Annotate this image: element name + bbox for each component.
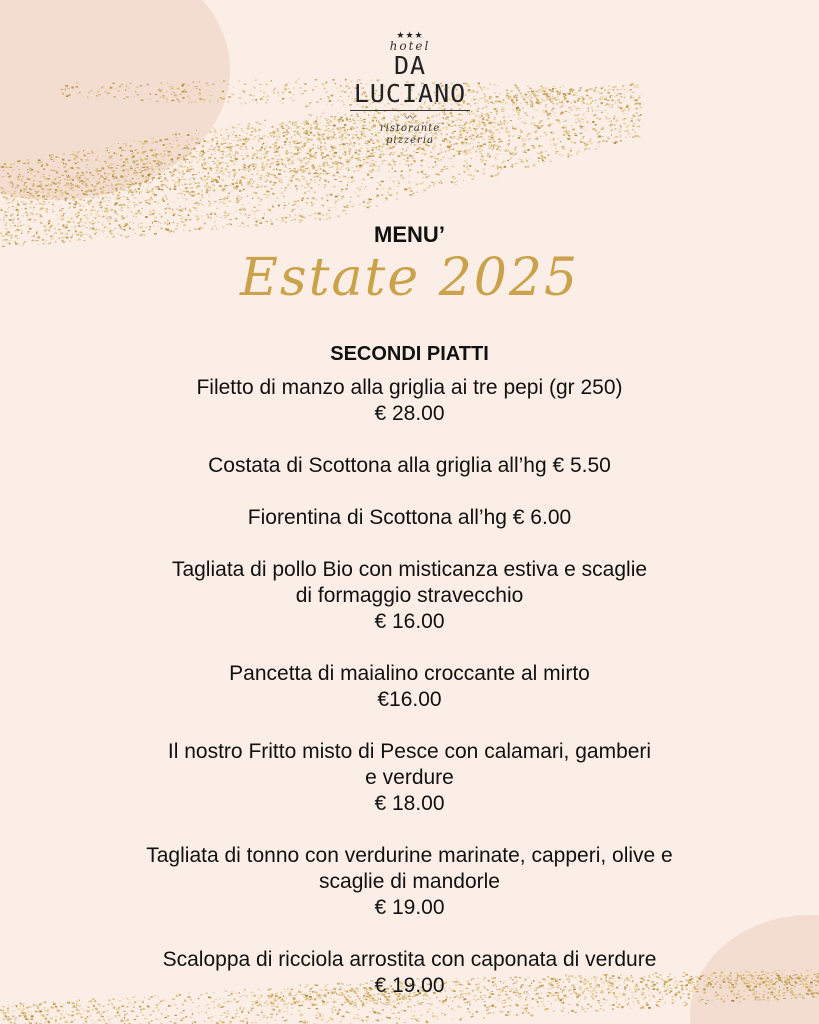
menu-item-text: Filetto di manzo alla griglia ai tre pepi (gr 250) (196, 376, 623, 399)
logo-rule (350, 110, 470, 111)
season-title: Estate 2025 (239, 248, 580, 308)
menu-item-price: € 19.00 (374, 896, 445, 919)
logo-stars: ★★★ (396, 30, 424, 40)
menu-item (0, 453, 819, 479)
menu-item-price: €16.00 (377, 688, 442, 711)
menu-heading: MENU’ (374, 222, 445, 247)
menu-item (0, 661, 819, 713)
menu-item-text: scaglie di mandorle (319, 870, 500, 893)
menu-item (0, 505, 819, 531)
menu-item-price: € 16.00 (374, 610, 445, 633)
menu-item-price: € 19.00 (374, 974, 445, 997)
logo-name-line2: LUCIANO (353, 79, 467, 108)
menu-item-price: € 18.00 (374, 792, 445, 815)
menu-item (0, 557, 819, 635)
menu-item-text: Tagliata di tonno con verdurine marinate, capperi, olive e (146, 844, 673, 867)
menu-item-text: Fiorentina di Scottona all’hg € 6.00 (247, 506, 572, 529)
logo-name-line1: DA (393, 51, 427, 80)
hotel-logo (330, 30, 490, 147)
menu-item-text: e verdure (365, 766, 454, 789)
menu-item (0, 739, 819, 817)
logo-tagline-line1: ristorante (379, 123, 441, 134)
menu-item (0, 375, 819, 427)
menu-item-text: Pancetta di maialino croccante al mirto (229, 662, 590, 685)
menu-item (0, 843, 819, 921)
mustache-icon: 〰 (404, 112, 416, 124)
menu-item (0, 947, 819, 999)
menu-item-text: Scaloppa di ricciola arrostita con caponata di verdure (162, 948, 657, 971)
menu-item-text: Costata di Scottona alla griglia all’hg € 5.50 (208, 454, 611, 477)
menu-item-text: Il nostro Fritto misto di Pesce con calamari, gamberi (167, 740, 652, 763)
menu-item-text: di formaggio stravecchio (295, 584, 524, 607)
menu-item-text: Tagliata di pollo Bio con misticanza estiva e scaglie (171, 558, 648, 581)
logo-tagline-line2: pizzeria (386, 135, 434, 146)
section-title: SECONDI PIATTI (330, 343, 489, 365)
menu-items-list (0, 375, 819, 1024)
menu-item-price: € 28.00 (374, 402, 445, 425)
logo-hotel-text: hotel (389, 39, 431, 53)
